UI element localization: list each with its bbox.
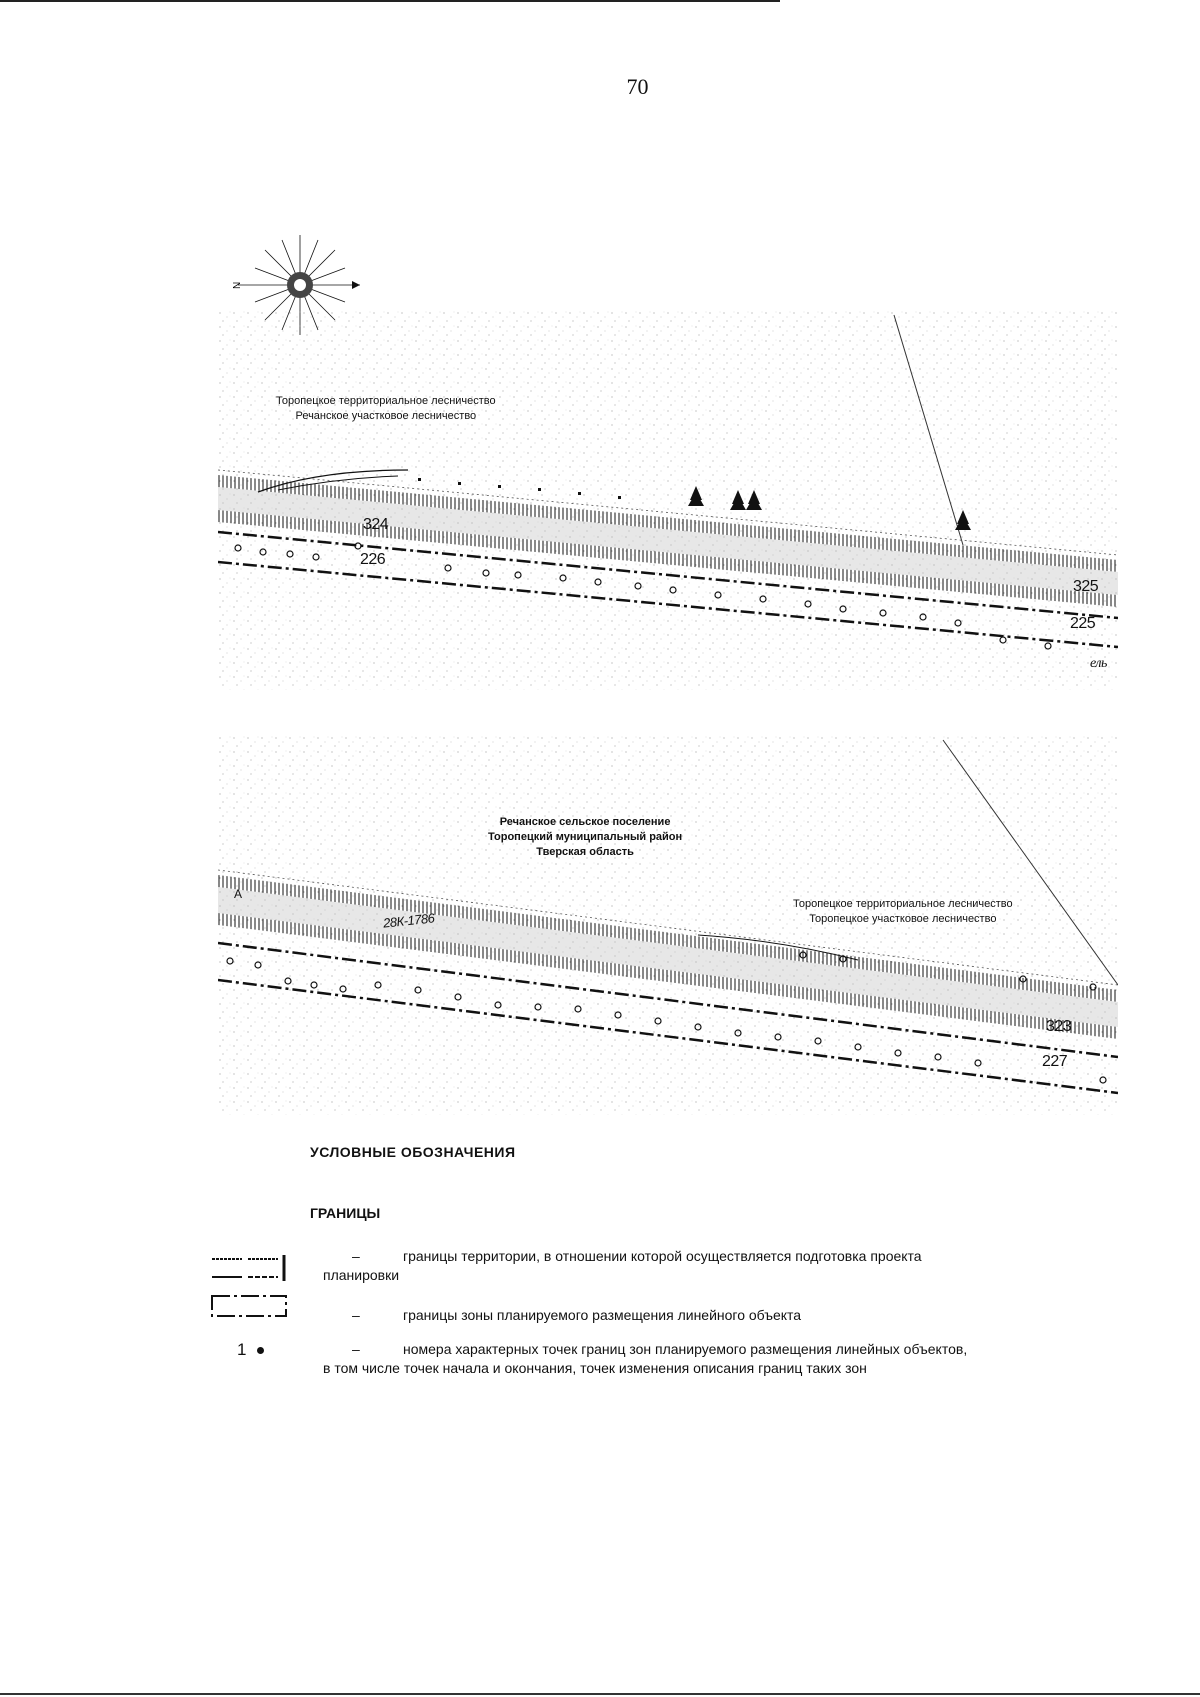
tree-species-label: ель	[1090, 656, 1107, 671]
map-top-forestry-line2: Речанское участковое лесничество	[295, 410, 477, 422]
map-bottom-settlement-line1: Речанское сельское поселение	[499, 816, 671, 828]
map-bottom-settlement-label	[488, 815, 682, 860]
road-label: 28К-1786	[382, 910, 436, 931]
legend-section-boundaries: ГРАНИЦЫ	[310, 1205, 381, 1221]
map-top-forestry-line1: Торопецкое территориальное лесничество	[276, 395, 496, 407]
map-bottom-forestry-line1: Торопецкое территориальное лесничество	[793, 898, 1013, 910]
point-number-225: 225	[1070, 615, 1096, 632]
point-number-324: 324	[363, 516, 389, 533]
map-panel-bottom	[218, 735, 1118, 1115]
map-top-drawing	[218, 310, 1118, 690]
bottom-rule	[0, 1693, 1200, 1695]
legend-text-1-line2: планировки	[323, 1267, 400, 1283]
map-bottom-settlement-line2: Торопецкий муниципальный район	[488, 831, 683, 843]
zone-boundary-symbol	[210, 1292, 290, 1322]
top-rule	[0, 0, 780, 2]
road-marker-label: А	[234, 887, 242, 901]
legend-item-zone-boundary	[210, 1294, 1010, 1324]
point-number-symbol-label: 1	[237, 1340, 247, 1359]
point-number-323: 323	[1046, 1018, 1072, 1035]
page-number: 70	[626, 74, 649, 99]
point-marker-icon	[257, 1347, 264, 1354]
point-number-symbol	[237, 1340, 264, 1359]
point-number-227: 227	[1042, 1053, 1068, 1070]
legend-text-3-line1: номера характерных точек границ зон планируемого размещения линейных объектов,	[403, 1341, 968, 1357]
map-bottom-settlement-line3: Тверская область	[536, 846, 634, 858]
map-top-forestry-label	[276, 394, 496, 424]
point-number-325: 325	[1073, 578, 1099, 595]
legend-text-2-line1: границы зоны планируемого размещения линейного объекта	[403, 1307, 802, 1323]
map-bottom-forestry-line2: Торопецкое участковое лесничество	[809, 913, 997, 925]
point-number-226: 226	[360, 551, 386, 568]
legend-item-territory-boundary	[210, 1247, 1010, 1287]
legend-item-point-numbers	[210, 1340, 1010, 1385]
legend-dash-1: –	[352, 1248, 360, 1264]
territory-boundary-symbol	[210, 1247, 290, 1287]
legend-dash-3: –	[352, 1341, 360, 1357]
legend-title: УСЛОВНЫЕ ОБОЗНАЧЕНИЯ	[310, 1144, 516, 1160]
legend-text-1-line1: границы территории, в отношении которой осуществляется подготовка проекта	[403, 1248, 922, 1264]
svg-text:N: N	[232, 281, 243, 289]
map-bottom-forestry-label	[793, 897, 1013, 927]
legend-dash-2: –	[352, 1307, 360, 1323]
legend-text-3-line2: в том числе точек начала и окончания, точек изменения описания границ таких зон	[323, 1360, 867, 1376]
map-panel-top	[218, 310, 1118, 690]
